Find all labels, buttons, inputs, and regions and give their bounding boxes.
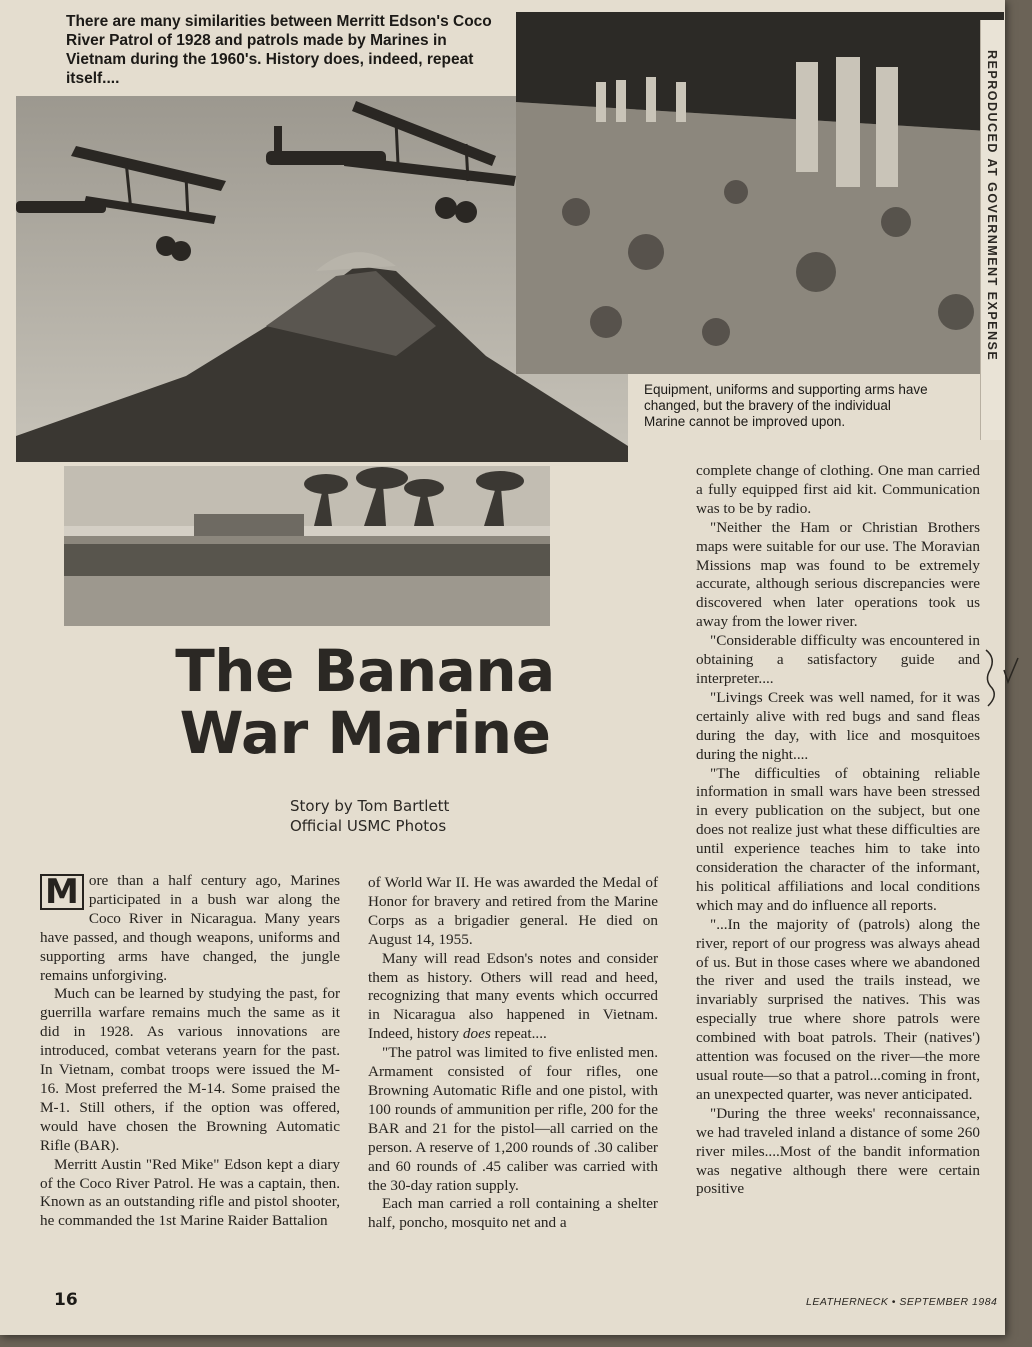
intro-caption: There are many similarities between Merritt Edson's Coco River Patrol of 1928 and patrols made by Marines in Vietnam during the 1960's. History does, indeed, repeat itself....	[66, 13, 492, 87]
paragraph: "Livings Creek was well named, for it was certainly alive with red bugs and sand fleas during the day, with lice and mosquitoes during the night....	[696, 688, 980, 763]
paragraph: "...In the majority of (patrols) along the river, report of our progress was always ahead of us. But in those cases where we abandoned the river and used the trails instead, we invariably surprised the natives. This was especially true where shore patrols were combined with boat patrols. Their (natives') attention was focused on the river—the more usual route—so that a patrol...coming in front, an unexpected quarter, was never anticipated.	[696, 915, 980, 1103]
paragraph	[40, 872, 340, 985]
emphasis-text: does	[462, 1025, 491, 1043]
paragraph: complete change of clothing. One man carried a fully equipped first aid kit. Communication was to be by radio.	[696, 462, 980, 517]
handwritten-margin-mark	[982, 640, 1022, 710]
paragraph: Much can be learned by studying the past, for guerrilla warfare remains much the same as it did in 1928. As various innovations are introduced, combat veterans yearn for the past. In Vietnam, combat troops were issued the M-16. Most preferred the M-14. Some praised the M-1. Still others, if the option was offered, would have chosen the Browning Automatic Rifle (BAR).	[40, 985, 340, 1154]
paragraph-text: ore than a half century ago, Marines participated in a bush war along the Coco River in Nicaragua. Many years have passed, and though weapons, uniforms and supporting arms have changed, the jungle remains unforgiving.	[40, 872, 340, 984]
title-line-2: War Marine	[179, 699, 551, 767]
byline-photos: Official USMC Photos	[290, 817, 447, 835]
title-line-1: The Banana	[175, 637, 555, 705]
paragraph: Each man carried a roll containing a shelter half, poncho, mosquito net and a	[368, 1195, 658, 1232]
jungle-patrol-photo	[516, 12, 1004, 374]
paragraph-text: Many will read Edson's notes and consider them as history. Others will read and heed, recognizing that many events which occurred in Nicaragua also happened in Vietnam. Indeed, history	[368, 949, 658, 1043]
paragraph	[368, 950, 658, 1045]
article-title	[150, 637, 580, 767]
paragraph: of World War II. He was awarded the Medal of Honor for bravery and retired from the Marine Corps as a brigadier general. He died on August 14, 1955.	[368, 874, 658, 948]
paragraph: Merritt Austin "Red Mike" Edson kept a diary of the Coco River Patrol. He was a captain, then. Known as an outstanding rifle and pistol shooter, he commanded the 1st Marine Raider Battalion	[40, 1155, 340, 1230]
byline	[290, 796, 490, 836]
paragraph-text: repeat....	[494, 1025, 547, 1043]
photo-caption: Equipment, uniforms and supporting arms have changed, but the bravery of the individual Marine cannot be improved upon.	[644, 382, 928, 429]
byline-story: Story by Tom Bartlett	[290, 797, 450, 815]
paragraph: "Neither the Ham or Christian Brothers maps were suitable for our use. The Moravian Missions map was found to be extremely accurate, although serious discrepancies were discovered when later operations took us away from the lower river.	[696, 518, 980, 631]
paragraph: "Considerable difficulty was encountered in obtaining a satisfactory guide and interpreter....	[696, 632, 980, 687]
reproduction-stamp-text: REPRODUCED AT GOVERNMENT EXPENSE	[985, 50, 999, 362]
folio: LEATHERNECK • SEPTEMBER 1984	[806, 1296, 998, 1308]
paragraph: "The difficulties of obtaining reliable information in small wars have been stressed in every publication on the subject, but one does not realize just what these difficulties are until experience teaches him to take into consideration the character of the informant, his political affiliations and local conditions which may and do influence all reports.	[696, 764, 980, 914]
page-number: 16	[54, 1290, 78, 1310]
reproduction-stamp	[980, 20, 1005, 440]
text-column-1	[40, 872, 340, 1231]
text-column-3	[696, 462, 980, 1199]
paragraph: "The patrol was limited to five enlisted men. Armament consisted of four rifles, one Browning Automatic Rifle and one pistol, with 100 rounds of ammunition per rifle, 200 for the BAR and 21 for the pistol—all carried on the person. A reserve of 1,200 rounds of .30 caliber and 60 rounds of .45 caliber was carried with the 30-day ration supply.	[368, 1044, 658, 1194]
drop-cap: M	[40, 874, 84, 910]
text-column-2	[368, 874, 658, 1233]
paragraph: "During the three weeks' reconnaissance, we had traveled inland a distance of some 260 river miles....Most of the bandit information was negative although there were certain positive	[696, 1104, 980, 1198]
troop-formation-photo	[64, 466, 550, 626]
